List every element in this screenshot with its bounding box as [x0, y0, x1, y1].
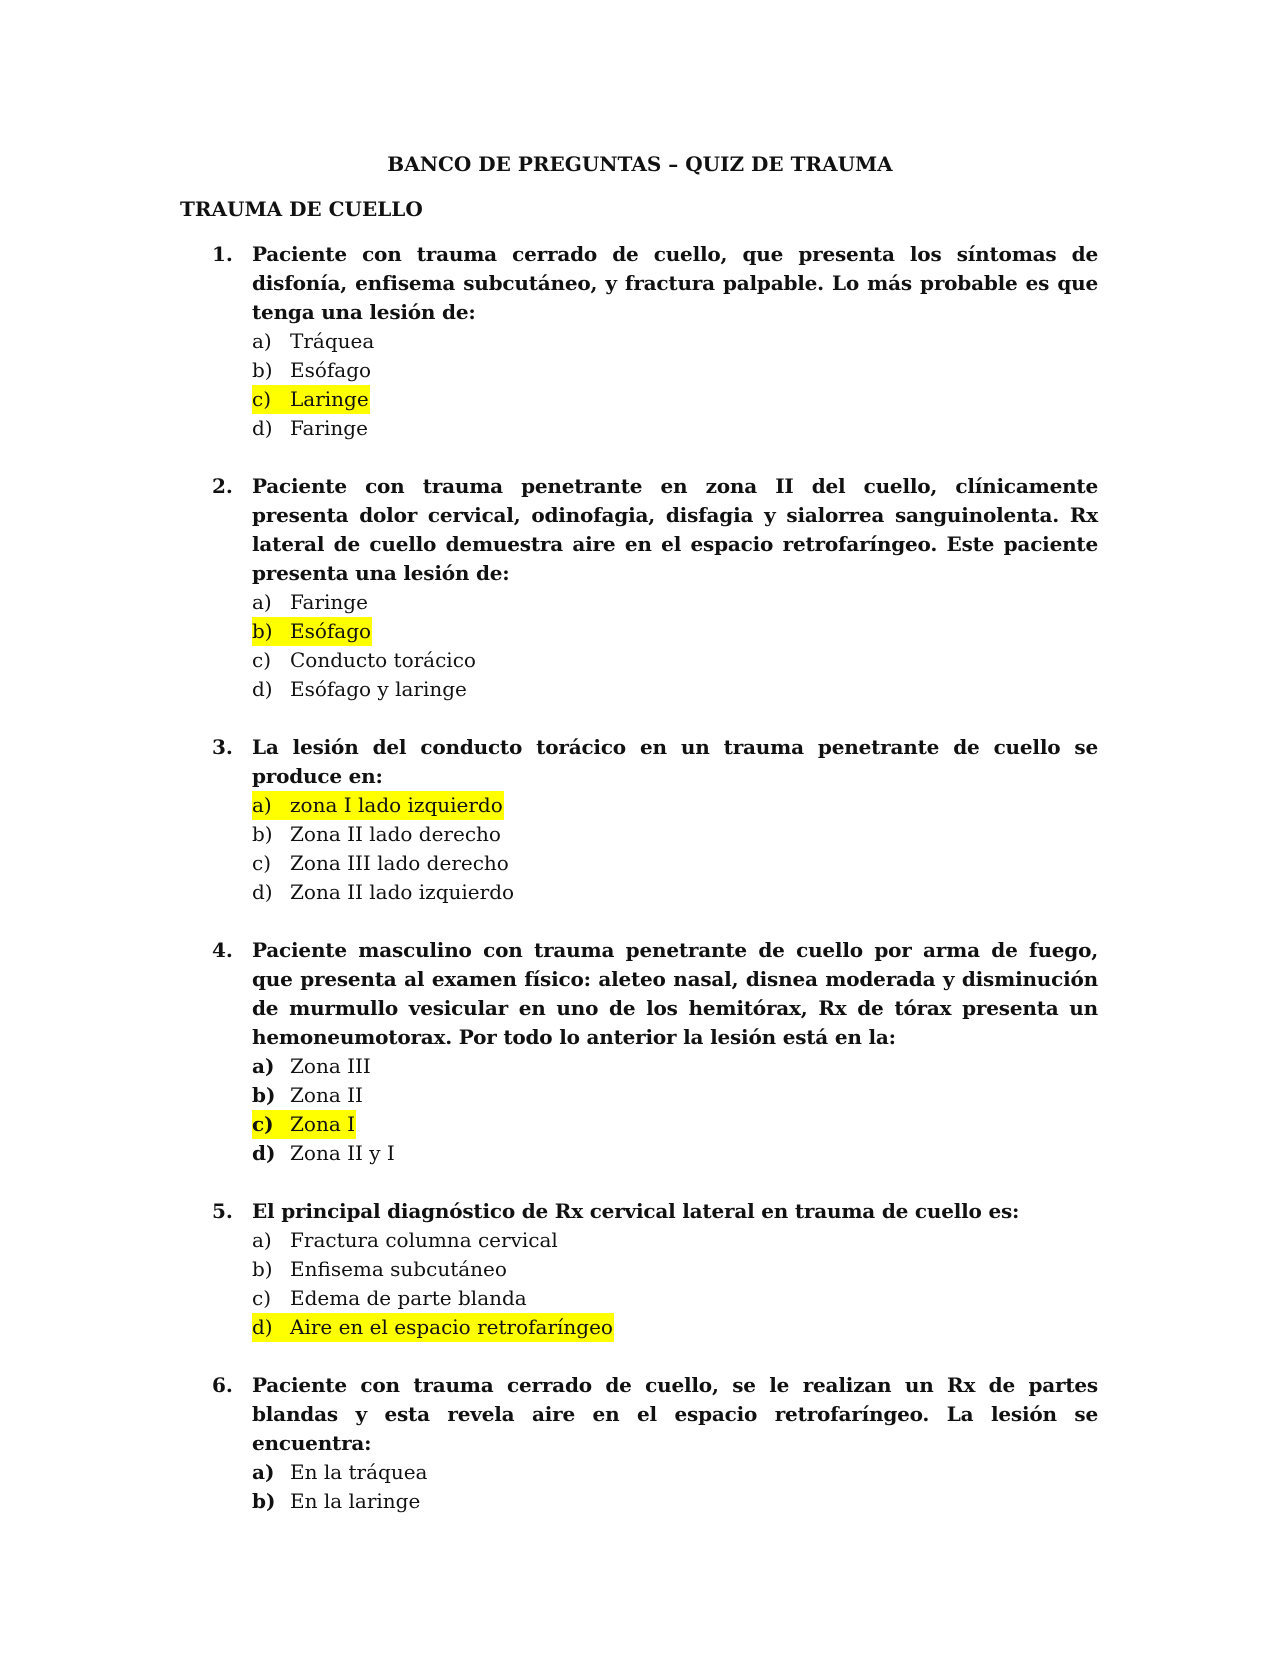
option-text: Zona II lado derecho	[290, 822, 501, 846]
answer-option	[252, 327, 1098, 356]
option-text: En la laringe	[290, 1489, 421, 1513]
correct-answer-option	[252, 617, 1098, 646]
question-number: 2.	[212, 474, 233, 498]
option-text: Esófago y laringe	[290, 677, 467, 701]
question-item	[212, 240, 1098, 443]
option-text: Conducto torácico	[290, 648, 476, 672]
answer-options	[252, 327, 1098, 443]
answer-line	[252, 646, 477, 675]
answer-option	[252, 1458, 1098, 1487]
option-letter: a)	[252, 793, 272, 817]
question-number: 4.	[212, 938, 233, 962]
answer-highlight	[252, 791, 504, 820]
answer-option	[252, 820, 1098, 849]
option-letter: a)	[252, 1460, 275, 1484]
answer-line	[252, 1081, 364, 1110]
option-letter: a)	[252, 1228, 272, 1252]
option-text: Tráquea	[290, 329, 375, 353]
answer-line	[252, 849, 510, 878]
option-letter: d)	[252, 880, 273, 904]
question-text: Paciente con trauma penetrante en zona II del cuello, clínicamente presenta dolor cervical, odinofagia, disfagia y sialorrea sanguinolenta. Rx lateral de cuello demuestra aire en el espacio retrofaríngeo. Este paciente presenta una lesión de:	[252, 474, 1098, 585]
answer-option	[252, 1081, 1098, 1110]
question-text: Paciente masculino con trauma penetrante de cuello por arma de fuego, que presenta al examen físico: aleteo nasal, disnea moderada y disminución de murmullo vesicular en uno de los hemitórax, Rx de tórax presenta un hemoneumotorax. Por todo lo anterior la lesión está en la:	[252, 938, 1098, 1049]
option-text: Zona III	[290, 1054, 371, 1078]
option-letter: d)	[252, 1141, 276, 1165]
option-letter: b)	[252, 822, 273, 846]
option-letter: c)	[252, 648, 272, 672]
answer-line	[252, 588, 369, 617]
question-item	[212, 472, 1098, 704]
answer-highlight	[252, 385, 370, 414]
answer-option	[252, 1052, 1098, 1081]
answer-line	[252, 414, 369, 443]
answer-option	[252, 646, 1098, 675]
answer-option	[252, 414, 1098, 443]
option-letter: d)	[252, 677, 273, 701]
answer-highlight	[252, 1313, 614, 1342]
option-text: Enfisema subcutáneo	[290, 1257, 507, 1281]
answer-option	[252, 675, 1098, 704]
answer-line	[252, 1255, 508, 1284]
answer-options	[252, 1052, 1098, 1168]
option-text: Aire en el espacio retrofaríngeo	[290, 1315, 613, 1339]
option-letter: c)	[252, 851, 272, 875]
option-text: Laringe	[290, 387, 369, 411]
question-item	[212, 1197, 1098, 1342]
answer-option	[252, 1255, 1098, 1284]
option-text: Zona II	[290, 1083, 363, 1107]
question-text: Paciente con trauma cerrado de cuello, se le realizan un Rx de partes blandas y esta revela aire en el espacio retrofaríngeo. La lesión se encuentra:	[252, 1373, 1098, 1455]
correct-answer-option	[252, 385, 1098, 414]
answer-option	[252, 588, 1098, 617]
question-text: El principal diagnóstico de Rx cervical lateral en trauma de cuello es:	[252, 1199, 1020, 1223]
section-title: TRAUMA DE CUELLO	[180, 197, 423, 221]
answer-line	[252, 1052, 372, 1081]
answer-options	[252, 791, 1098, 907]
question-number: 6.	[212, 1373, 233, 1397]
option-text: Zona II lado izquierdo	[290, 880, 515, 904]
option-letter: c)	[252, 1112, 274, 1136]
question-list	[212, 240, 1098, 1545]
answer-options	[252, 588, 1098, 704]
option-text: Zona I	[290, 1112, 355, 1136]
option-text: Zona III lado derecho	[290, 851, 509, 875]
answer-option	[252, 849, 1098, 878]
question-item	[212, 1371, 1098, 1516]
question-number: 5.	[212, 1199, 233, 1223]
answer-option	[252, 1226, 1098, 1255]
option-text: Zona II y I	[290, 1141, 395, 1165]
option-letter: c)	[252, 387, 272, 411]
option-text: Edema de parte blanda	[290, 1286, 527, 1310]
answer-line	[252, 1458, 428, 1487]
answer-highlight	[252, 1110, 356, 1139]
answer-line	[252, 675, 468, 704]
option-letter: b)	[252, 1257, 273, 1281]
question-text: La lesión del conducto torácico en un trauma penetrante de cuello se produce en:	[252, 735, 1098, 788]
answer-line	[252, 820, 502, 849]
option-letter: a)	[252, 1054, 275, 1078]
option-text: Faringe	[290, 416, 368, 440]
option-text: zona I lado izquierdo	[290, 793, 503, 817]
question-item	[212, 936, 1098, 1168]
correct-answer-option	[252, 1110, 1098, 1139]
question-item	[212, 733, 1098, 907]
answer-line	[252, 1487, 421, 1516]
answer-highlight	[252, 617, 372, 646]
answer-line	[252, 356, 372, 385]
option-letter: a)	[252, 590, 272, 614]
correct-answer-option	[252, 1313, 1098, 1342]
answer-option	[252, 1139, 1098, 1168]
option-text: En la tráquea	[290, 1460, 428, 1484]
answer-option	[252, 1284, 1098, 1313]
option-letter: d)	[252, 416, 273, 440]
option-letter: a)	[252, 329, 272, 353]
correct-answer-option	[252, 791, 1098, 820]
option-text: Esófago	[290, 358, 372, 382]
answer-line	[252, 878, 515, 907]
document-title: BANCO DE PREGUNTAS – QUIZ DE TRAUMA	[387, 152, 893, 176]
option-letter: d)	[252, 1315, 273, 1339]
answer-line	[252, 327, 375, 356]
option-letter: b)	[252, 1083, 276, 1107]
option-letter: b)	[252, 619, 273, 643]
option-text: Fractura columna cervical	[290, 1228, 558, 1252]
answer-line	[252, 1139, 396, 1168]
answer-option	[252, 356, 1098, 385]
option-letter: c)	[252, 1286, 272, 1310]
option-letter: b)	[252, 358, 273, 382]
answer-line	[252, 1226, 559, 1255]
answer-options	[252, 1458, 1098, 1516]
option-letter: b)	[252, 1489, 276, 1513]
answer-line	[252, 1284, 528, 1313]
option-text: Esófago	[290, 619, 372, 643]
answer-option	[252, 878, 1098, 907]
question-text: Paciente con trauma cerrado de cuello, que presenta los síntomas de disfonía, enfisema subcutáneo, y fractura palpable. Lo más probable es que tenga una lesión de:	[252, 242, 1098, 324]
option-text: Faringe	[290, 590, 368, 614]
answer-options	[252, 1226, 1098, 1342]
question-number: 3.	[212, 735, 233, 759]
question-number: 1.	[212, 242, 233, 266]
answer-option	[252, 1487, 1098, 1516]
